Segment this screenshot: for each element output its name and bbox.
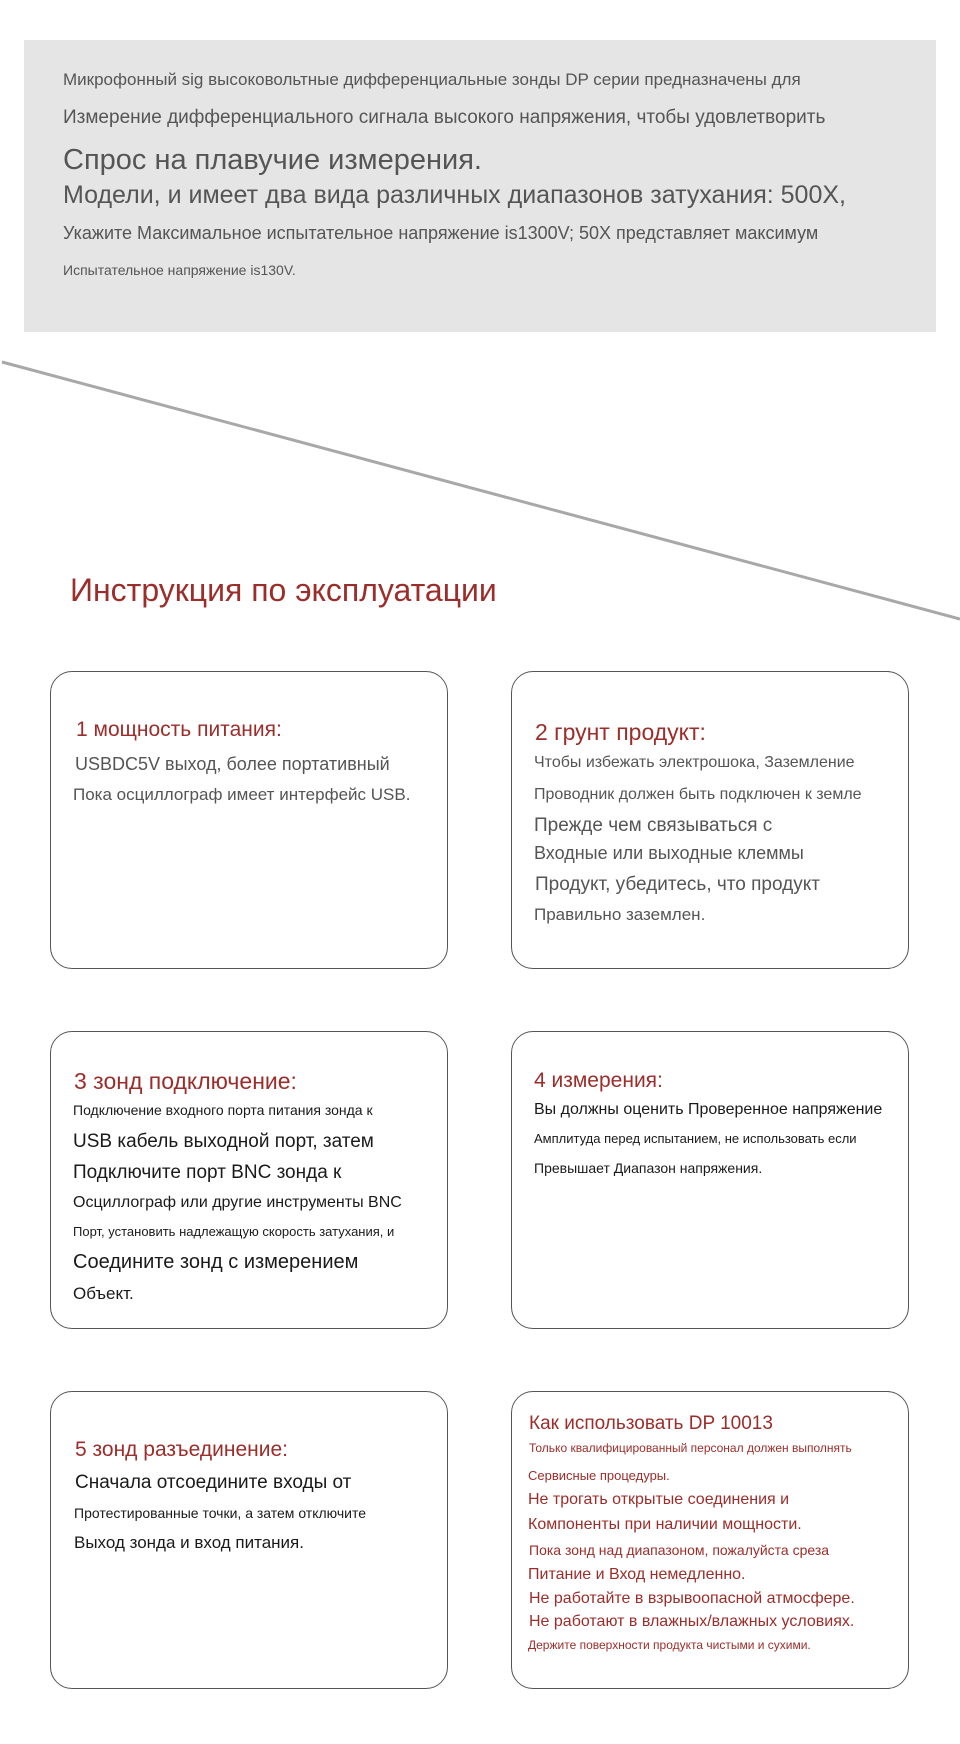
card-line: Соедините зонд с измерением [73,1251,359,1273]
intro-line: Модели, и имеет два вида различных диапазонов затухания: 500X, [63,181,846,209]
section-title: Инструкция по эксплуатации [70,572,497,608]
card-line: Амплитуда перед испытанием, не использовать если [534,1131,857,1146]
card-power [50,671,448,969]
card-line: Питание и Вход немедленно. [528,1566,746,1583]
card-line: Прежде чем связываться с [534,815,773,836]
card-line: Сервисные процедуры. [528,1468,670,1483]
card-line: Не работают в влажных/влажных условиях. [529,1613,855,1630]
card-line: Держите поверхности продукта чистыми и сухими. [528,1638,811,1652]
card-line: Подключите порт BNC зонда к [73,1162,342,1183]
card-ground [511,671,909,969]
card-connect [50,1031,448,1329]
card-line: Протестированные точки, а затем отключите [74,1505,367,1521]
card-line: Пока осциллограф имеет интерфейс USB. [73,785,411,804]
intro-line: Укажите Максимальное испытательное напряжение is1300V; 50X представляет максимум [63,223,819,243]
card-title: 1 мощность питания: [76,718,282,741]
card-measure [511,1031,909,1329]
card-title: 3 зонд подключение: [74,1068,297,1094]
card-line: USB кабель выходной порт, затем [73,1131,374,1152]
card-line: Продукт, убедитесь, что продукт [535,874,820,895]
card-line: Вы должны оценить Проверенное напряжение [534,1101,883,1118]
card-line: Подключение входного порта питания зонда к [73,1102,373,1118]
card-title: Как использовать DP 10013 [529,1413,773,1434]
card-line: Объект. [73,1284,134,1303]
card-title: 5 зонд разъединение: [75,1438,289,1461]
intro-line: Испытательное напряжение is130V. [63,262,296,278]
card-line: Не работайте в взрывоопасной атмосфере. [529,1590,855,1607]
intro-line: Спрос на плавучие измерения. [63,144,482,176]
card-line: Входные или выходные клеммы [534,843,804,863]
card-line: Превышает Диапазон напряжения. [534,1160,763,1176]
card-line: Порт, установить надлежащую скорость затухания, и [73,1224,395,1239]
intro-panel [24,40,936,332]
card-line: Не трогать открытые соединения и [528,1491,790,1508]
card-line: Компоненты при наличии мощности. [528,1516,802,1533]
card-line: Правильно заземлен. [534,905,706,924]
card-line: Выход зонда и вход питания. [74,1533,304,1552]
card-title: 2 грунт продукт: [535,719,706,745]
card-usage [511,1391,909,1689]
card-line: USBDC5V выход, более портативный [75,754,390,774]
card-disconnect [50,1391,448,1689]
card-line: Проводник должен быть подключен к земле [534,786,862,803]
intro-line: Измерение дифференциального сигнала высокого напряжения, чтобы удовлетворить [63,107,826,128]
card-line: Пока зонд над диапазоном, пожалуйста среза [529,1542,830,1558]
card-line: Сначала отсоедините входы от [75,1472,352,1493]
card-line: Осциллограф или другие инструменты BNC [73,1194,402,1211]
card-title: 4 измерения: [534,1069,663,1092]
intro-line: Микрофонный sig высоковольтные дифференциальные зонды DP серии предназначены для [63,70,801,89]
card-line: Только квалифицированный персонал должен выполнять [529,1441,852,1455]
card-line: Чтобы избежать электрошока, Заземление [534,754,855,771]
